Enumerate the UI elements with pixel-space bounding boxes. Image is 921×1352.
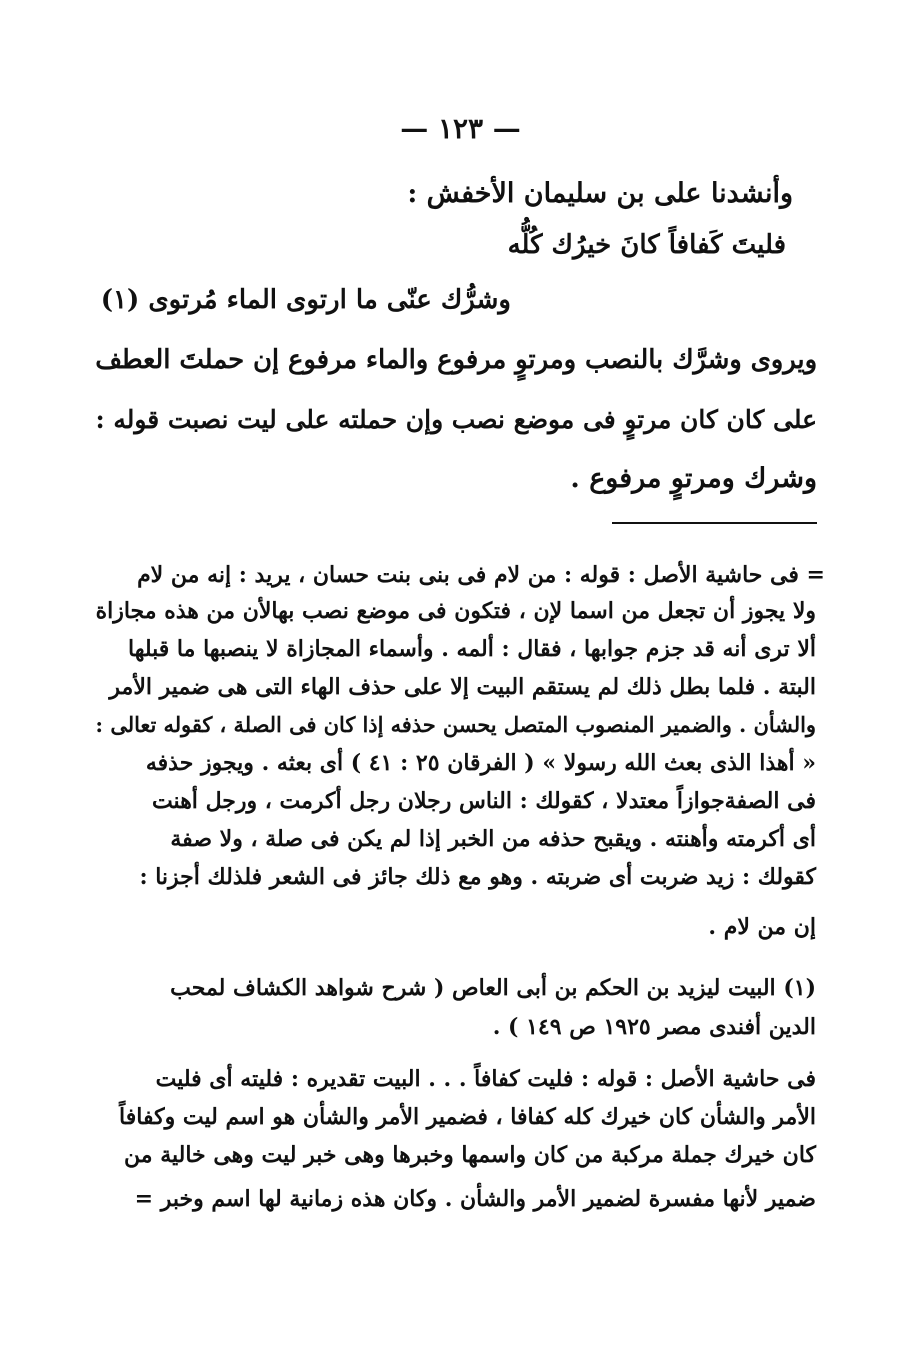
note-line: البتة . فلما بطل ذلك لم يستقم البيت إلا على حذف الهاء التى هى ضمير الأمر <box>109 674 816 700</box>
footnote-divider <box>612 522 817 524</box>
note-line: ولا يجوز أن تجعل من اسما لإن ، فتكون فى موضع نصب بهالأن من هذه مجازاة <box>95 598 816 624</box>
note-line: والشأن . والضمير المنصوب المتصل يحسن حذفه إذا كان فى الصلة ، كقوله تعالى : <box>95 712 816 737</box>
paragraph-line: وشرك ومرتوٍ مرفوع . <box>570 463 817 494</box>
margin-note-line: كان خيرك جملة مركبة من كان واسمها وخبرها وهى خبر ليت وهى خالية من <box>124 1142 816 1168</box>
note-line: إن من لام . <box>708 914 816 940</box>
footnote-1-line: (١) البيت ليزيد بن الحكم بن أبى العاص ( شرح شواهد الكشاف لمحب <box>170 975 816 1001</box>
paragraph-line: على كان كان مرتوٍ فى موضع نصب وإن حملته على ليت نصبت قوله : <box>95 405 817 434</box>
intro-line: وأنشدنا على بن سليمان الأخفش : <box>407 178 793 209</box>
note-line: ألا ترى أنه قد جزم جوابها ، فقال : ألمه . وأسماء المجازاة لا ينصبها ما قبلها <box>127 636 816 662</box>
note-line: كقولك : زيد ضربت أى ضربته . وهو مع ذلك جائز فى الشعر فلذلك أجزنا : <box>139 864 816 890</box>
margin-note-line: فى حاشية الأصل : قوله : فليت كفافاً . . . البيت تقديره : فليته أى فليت <box>155 1066 816 1092</box>
page-number: — ١٢٣ — <box>400 112 521 145</box>
paragraph-line: ويروى وشرَّك بالنصب ومرتوٍ مرفوع والماء مرفوع إن حملتَ العطف <box>95 345 817 375</box>
margin-note-line: ضمير لأنها مفسرة لضمير الأمر والشأن . وكان هذه زمانية لها اسم وخبر = <box>134 1186 816 1212</box>
note-line: = فى حاشية الأصل : قوله : من لام فى بنى بنت حسان ، يريد : إنه من لام <box>137 562 825 588</box>
footnote-1-line: الدين أفندى مصر ١٩٢٥ ص ١٤٩ ) . <box>492 1014 816 1040</box>
verse-line-1: فليتَ كَفافاً كانَ خيرُك كُلُّه <box>507 230 786 260</box>
note-line: أى أكرمته وأهنته . ويقبح حذفه من الخبر إذا لم يكن فى صلة ، ولا صفة <box>170 826 816 852</box>
margin-note-line: الأمر والشأن كان خيرك كله كفافا ، فضمير الأمر والشأن هو اسم ليت وكفافاً <box>119 1104 816 1130</box>
verse-line-2: وشرُّك عنّى ما ارتوى الماء مُرتوى (١) <box>100 285 511 315</box>
note-line: « أهذا الذى بعث الله رسولا » ( الفرقان ٢٥ : ٤١ ) أى بعثه . ويجوز حذفه <box>145 750 816 776</box>
note-line: فى الصفةجوازاً معتدلا ، كقولك : الناس رجلان رجل أكرمت ، ورجل أهنت <box>151 788 816 814</box>
